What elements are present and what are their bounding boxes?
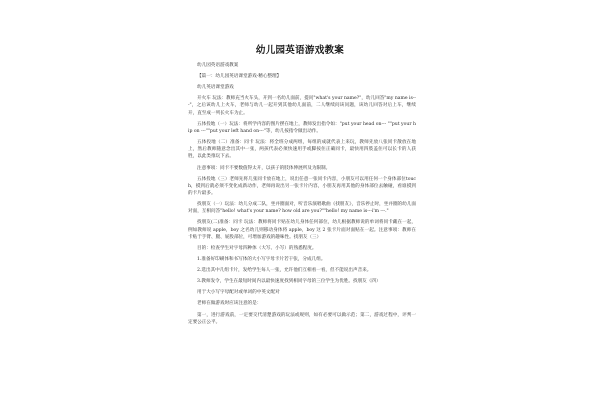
paragraph-rules: 第一，进行游戏前，一定要交代清楚游戏的玩法或规则，如有必要可以做示范；第二，游戏过程中，评判一定要公正公平。 [188,312,416,325]
paragraph-five-body-1: 五体投地（一）玩法：将所学内容的图片摆在地上，教师发出指令如："put your head on--- ""put your hip on ---""put your left hand on---"等，幼儿按指令做出动作。 [188,121,416,134]
paragraph-five-body-3: 五体投地（三）老师先将几张同卡放在地上，说出任意一张同卡内容，小朋友可以用任何一个身体部位touch，摸到后就必须不变化成新动作，老师再说出另一张卡片内容，小朋友再用其他的身体部位去触碰，看谁摸到的卡片最多。 [188,176,416,197]
paragraph-train-game: 开火车 玩法：教师充当火车头，开到一名幼儿面前，提问"what's your name?"，幼儿回答"my name is---"，之后该幼儿上火车，老师与幼儿一起开到其他幼儿面前，二人继续问该问题，该幼儿回答对后上车，继续开，直至成一列长火车为止。 [188,96,416,116]
paragraph-section-heading: 【篇一：幼儿园英语课堂游戏-精心整理】 [197,74,282,80]
document-body [188,62,416,330]
paragraph-goal: 目的：检查学生对字母四种体（大写、小写）的熟悉程度。 [197,245,317,251]
paragraph-find-friend-1: 找朋友（一）玩法：幼儿分成二队，坐并圈面对，听音乐演唱歌曲《找朋友》，音乐停止时，坐并圈的幼儿面对面，互相问答"hello! what's your name? how old are you?""hello! my name is---i'm ---." [188,202,416,215]
paragraph-step-2: 2.选出其中几组卡片，发给学生每人一张，允许他们互相看一看，但不能说出声音来。 [197,268,372,274]
document-title: 幼儿园英语游戏教案 [255,45,345,56]
paragraph-teacher-notes: 老师在做游戏时应该注意的是： [197,301,262,307]
paragraph-five-body-2: 五体投地（二）准备：同卡 玩法：将全班分成两组，每组的成就代表上来玩，教师先放八张同卡散放在地上，然后教师随意念出其中一张，两孩代表必须快速用手或脚按住正确同卡，最快用四肢盖住可以长卡的人获胜，以此类推玩下去。 [188,140,416,160]
paragraph-find-friend-2: 找朋友(二)准备：同卡 玩法：教师将同卡贴在幼儿身体任何部位，幼儿根据教师说的单词将同卡藏在一起，例如教师说 apple，boy 之名幼儿则移动身体将 apple，boy 这 2 张卡片面对面贴在一起。注意事项：教师在卡贴于手臂、腿、屁股部位，可增加游戏的趣味性。找朋友（三） [188,220,416,240]
paragraph-matching: 用于大小写字母配对或单词的中英文配对 [197,290,280,296]
paragraph-step-3: 3.教师发令，学生在最短时间内以最快速度找到相同字母的三位学生为优胜。找朋友（四） [197,279,381,285]
paragraph-step-1: 1.准备好印刷体和书写体的大小写字母卡片若干张，分成几组。 [197,257,326,263]
paragraph-note-1: 注意事项：同卡不要数值得太开，以孩子的肢体伸展所及为限制。 [197,165,331,171]
paragraph-subtitle: 幼儿园英语游戏教案 [197,63,239,68]
paragraph-subheading: 幼儿英语课堂游戏 [197,85,234,91]
